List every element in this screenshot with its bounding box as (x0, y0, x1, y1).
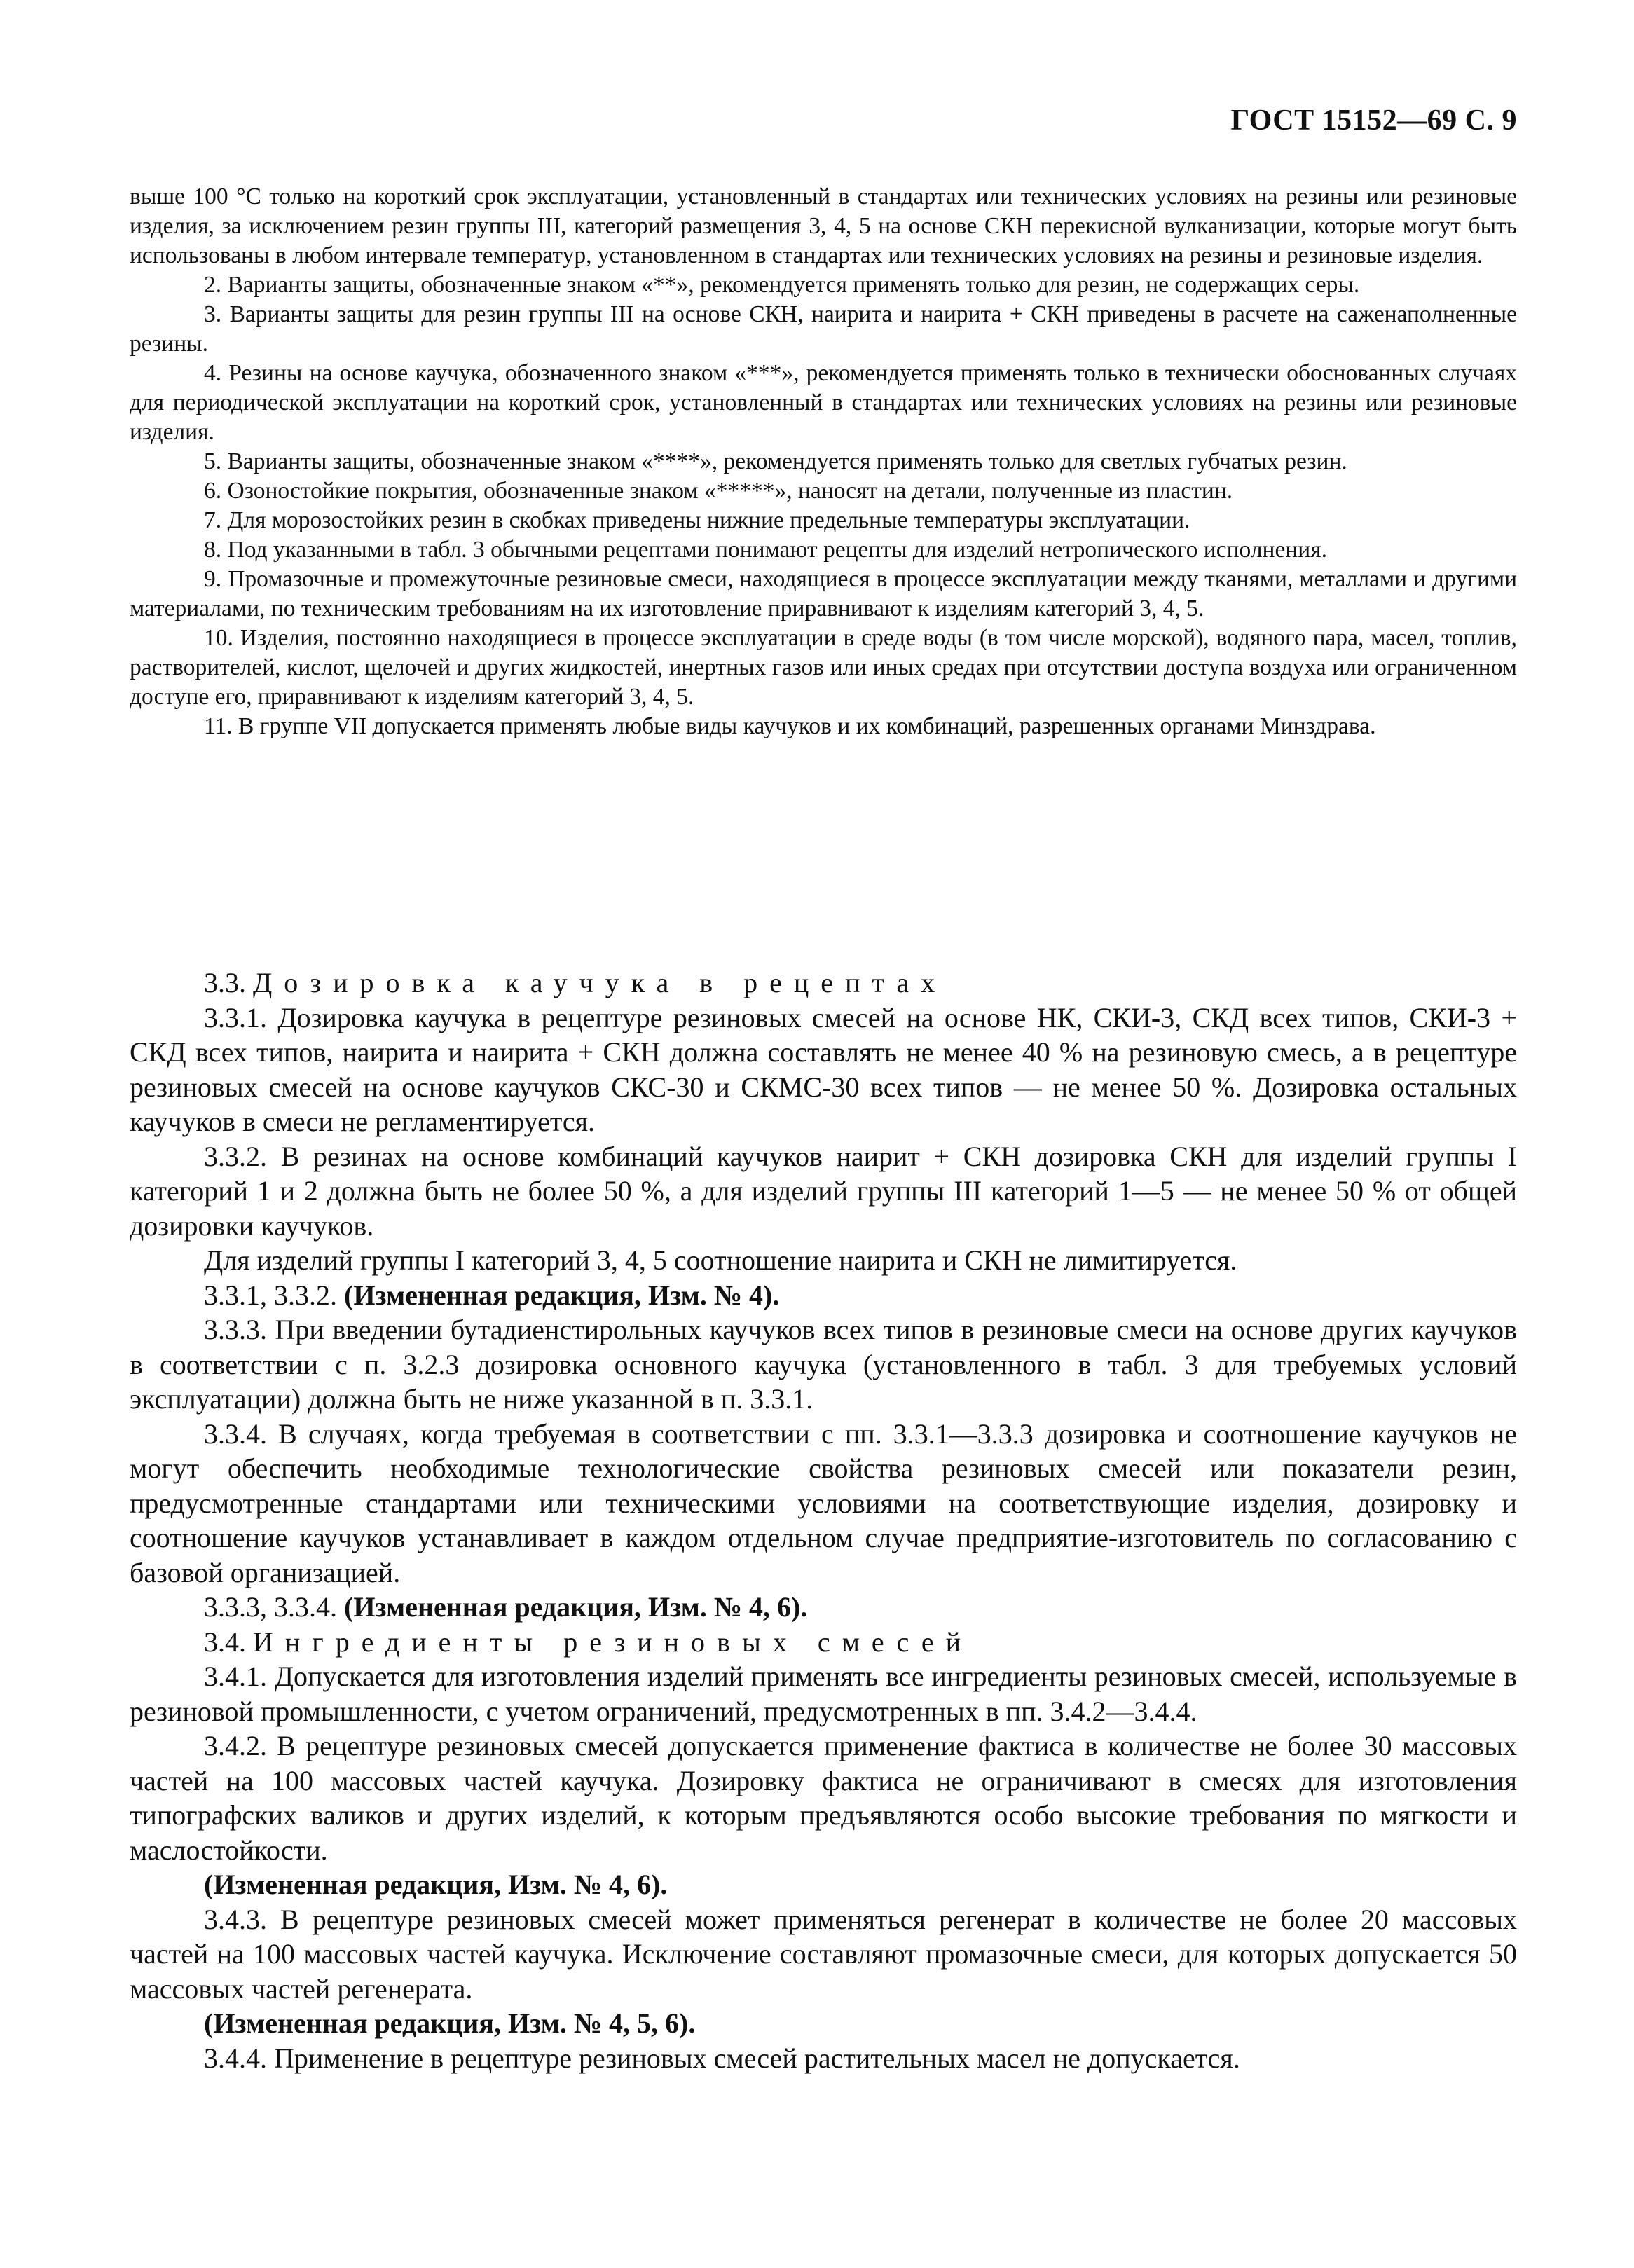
revision-note-1 (130, 1278, 1517, 1313)
para-3-3-2: 3.3.2. В резинах на основе комбинаций каучуков наирит + СКН дозировка СКН для изделий группы I категорий 1 и 2 должна быть не более 50 %, а для изделий группы III категорий 1—5 — не менее 50 % от общей дозировки каучуков. (130, 1140, 1517, 1242)
revision-label: (Измененная редакция, Изм. № 4). (344, 1279, 780, 1311)
section-3-4-heading (130, 1625, 1517, 1660)
section-title: Дозировка каучука в рецептах (253, 967, 947, 998)
main-text (130, 965, 1517, 2075)
note-5: 5. Варианты защиты, обозначенные знаком «****», рекомендуется применять только для светлых губчатых резин. (204, 448, 1347, 474)
page-header: ГОСТ 15152—69 С. 9 (1230, 104, 1517, 137)
note-2: 2. Варианты защиты, обозначенные знаком «**», рекомендуется применять только для резин, не содержащих серы. (204, 272, 1360, 298)
para-3-4-1: 3.4.1. Допускается для изготовления изделий применять все ингредиенты резиновых смесей, используемые в резиновой промышленности, с учетом ограничений, предусмотренных в пп. 3.4.2—3.4.4. (130, 1661, 1517, 1727)
para-3-4-2: 3.4.2. В рецептуре резиновых смесей допускается применение фактиса в количестве не более 30 массовых частей на 100 массовых частей каучука. Дозировку фактиса не ограничивают в смесях для изготовления типографских валиков и других изделий, к которым предъявляются особо высокие требования по мягкости и маслостойкости. (130, 1730, 1517, 1866)
section-number: 3.4. (204, 1626, 246, 1658)
section-3-3-heading (130, 965, 1517, 1001)
para-3-4-4: 3.4.4. Применение в рецептуре резиновых смесей растительных масел не допускается. (204, 2042, 1240, 2074)
note-10: 10. Изделия, постоянно находящиеся в процессе эксплуатации в среде воды (в том числе морской), водяного пара, масел, топлив, растворителей, кислот, щелочей и других жидкостей, инертных газов или иных средах при отсутствии доступа воздуха или ограниченном доступе его, приравнивают к изделиям категорий 3, 4, 5. (130, 625, 1517, 710)
section-title: Ингредиенты резиновых смесей (253, 1626, 973, 1658)
table-notes (130, 182, 1517, 741)
note-continuation: выше 100 °С только на короткий срок эксплуатации, установленный в стандартах или технических условиях на резины или резиновые изделия, за исключением резин группы III, категорий размещения 3, 4, 5 на основе СКН перекисной вулканизации, которые могут быть использованы в любом интервале температур, установленном в стандартах или технических условиях на резины и резиновые изделия. (130, 184, 1517, 268)
note-11: 11. В группе VII допускается применять любые виды каучуков и их комбинаций, разрешенных органами Минздрава. (204, 713, 1376, 739)
para-3-3-3: 3.3.3. При введении бутадиенстирольных каучуков всех типов в резиновые смеси на основе других каучуков в соответствии с п. 3.2.3 дозировка основного каучука (установленного в табл. 3 для требуемых условий эксплуатации) должна быть не ниже указанной в п. 3.3.1. (130, 1314, 1517, 1415)
revision-note-2 (130, 1590, 1517, 1625)
para-3-3-2-b: Для изделий группы I категорий 3, 4, 5 соотношение наирита и СКН не лимитируется. (204, 1244, 1237, 1276)
revision-note-4: (Измененная редакция, Изм. № 4, 5, 6). (204, 2007, 696, 2039)
note-6: 6. Озоностойкие покрытия, обозначенные знаком «*****», наносят на детали, полученные из пластин. (204, 478, 1233, 504)
section-number: 3.3. (204, 967, 246, 998)
revision-note-3: (Измененная редакция, Изм. № 4, 6). (204, 1869, 668, 1900)
note-7: 7. Для морозостойких резин в скобках приведены нижние предельные температуры эксплуатации. (204, 507, 1190, 533)
para-3-3-1: 3.3.1. Дозировка каучука в рецептуре резиновых смесей на основе НК, СКИ-3, СКД всех типов, СКИ-3 + СКД всех типов, наирита и наирита + СКН должна составлять не менее 40 % на резиновую смесь, а в рецептуре резиновых смесей на основе каучуков СКС-30 и СКМС-30 всех типов — не менее 50 %. Дозировка остальных каучуков в смеси не регламентируется. (130, 1001, 1517, 1137)
note-3: 3. Варианты защиты для резин группы III на основе СКН, наирита и наирита + СКН приведены в расчете на саженаполненные резины. (130, 301, 1517, 357)
revision-ref: 3.3.3, 3.3.4. (204, 1591, 337, 1623)
para-3-4-3: 3.4.3. В рецептуре резиновых смесей может применяться регенерат в количестве не более 20 массовых частей на 100 массовых частей каучука. Исключение составляют промазочные смеси, для которых допускается 50 массовых частей регенерата. (130, 1903, 1517, 2005)
revision-ref: 3.3.1, 3.3.2. (204, 1279, 337, 1311)
note-8: 8. Под указанными в табл. 3 обычными рецептами понимают рецепты для изделий нетропического исполнения. (204, 537, 1327, 563)
note-4: 4. Резины на основе каучука, обозначенного знаком «***», рекомендуется применять только в технически обоснованных случаях для периодической эксплуатации на короткий срок, установленный в стандартах или технических условиях на резины или резиновые изделия. (130, 360, 1517, 445)
revision-label: (Измененная редакция, Изм. № 4, 6). (344, 1591, 808, 1623)
note-9: 9. Промазочные и промежуточные резиновые смеси, находящиеся в процессе эксплуатации между тканями, металлами и другими материалами, по техническим требованиям на их изготовление приравнивают к изделиям категорий 3, 4, 5. (130, 566, 1517, 621)
para-3-3-4: 3.3.4. В случаях, когда требуемая в соответствии с пп. 3.3.1—3.3.3 дозировка и соотношение каучуков не могут обеспечить необходимые технологические свойства резиновых смесей или показатели резин, предусмотренные стандартами или техническими условиями на соответствующие изделия, дозировку и соотношение каучуков устанавливает в каждом отдельном случае предприятие-изготовитель по согласованию с базовой организацией. (130, 1417, 1517, 1588)
